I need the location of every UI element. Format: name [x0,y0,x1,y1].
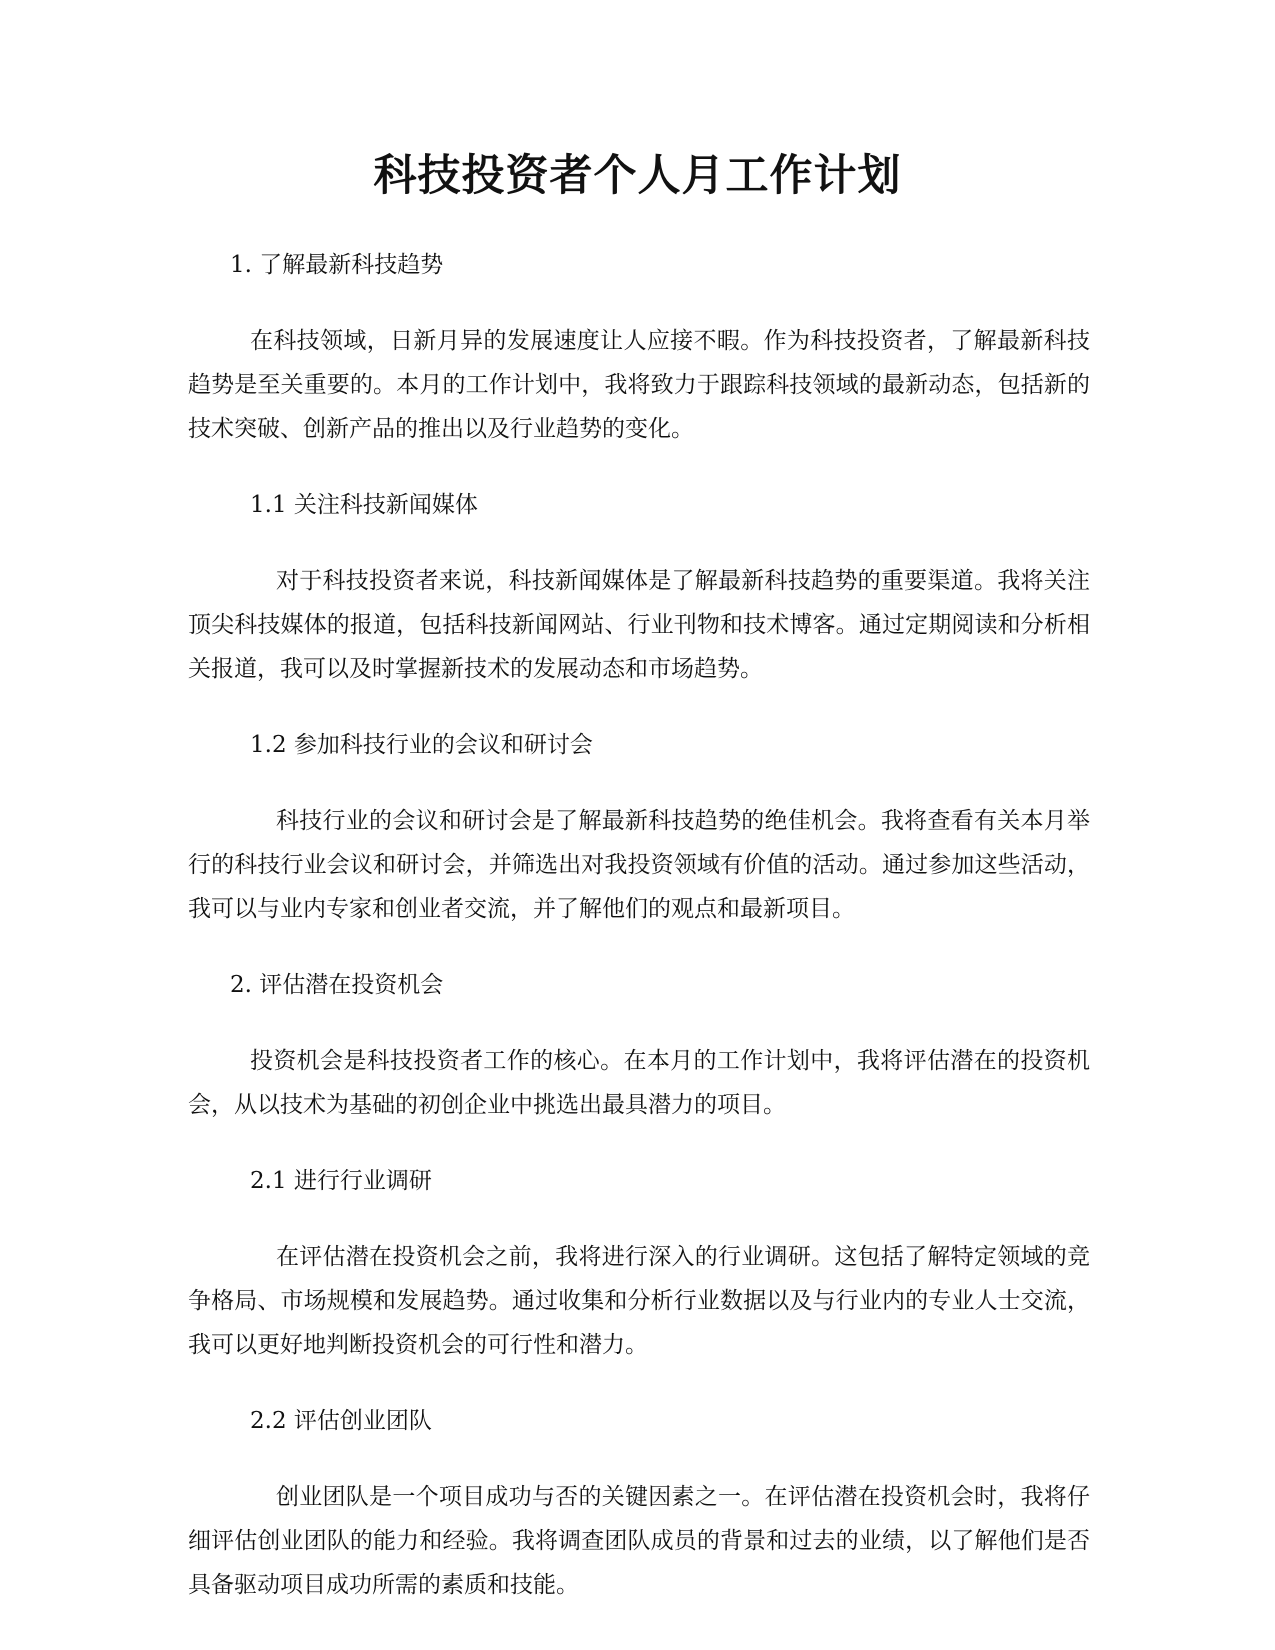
document-body [188,243,1090,1639]
subsection-paragraph: 对于科技投资者来说，科技新闻媒体是了解最新科技趋势的重要渠道。我将关注顶尖科技媒体的报道，包括科技新闻网站、行业刊物和技术博客。通过定期阅读和分析相关报道，我可以及时掌握新技术的发展动态和市场趋势。 [188,568,1090,682]
section-paragraph: 投资机会是科技投资者工作的核心。在本月的工作计划中，我将评估潜在的投资机会，从以技术为基础的初创企业中挑选出最具潜力的项目。 [188,1048,1090,1118]
subsection-heading: 1.2 参加科技行业的会议和研讨会 [250,732,593,758]
subsection-paragraph: 在评估潜在投资机会之前，我将进行深入的行业调研。这包括了解特定领域的竞争格局、市场规模和发展趋势。通过收集和分析行业数据以及与行业内的专业人士交流，我可以更好地判断投资机会的可行性和潜力。 [188,1244,1090,1358]
section-heading: 2. 评估潜在投资机会 [230,972,444,998]
subsection-paragraph: 科技行业的会议和研讨会是了解最新科技趋势的绝佳机会。我将查看有关本月举行的科技行业会议和研讨会，并筛选出对我投资领域有价值的活动。通过参加这些活动，我可以与业内专家和创业者交流，并了解他们的观点和最新项目。 [188,808,1090,922]
section-heading: 1. 了解最新科技趋势 [230,252,444,278]
subsection-paragraph: 创业团队是一个项目成功与否的关键因素之一。在评估潜在投资机会时，我将仔细评估创业团队的能力和经验。我将调查团队成员的背景和过去的业绩，以了解他们是否具备驱动项目成功所需的素质和技能。 [188,1484,1090,1598]
document-title: 科技投资者个人月工作计划 [373,151,902,201]
subsection-heading: 1.1 关注科技新闻媒体 [250,492,478,518]
subsection-heading: 2.1 进行行业调研 [250,1168,432,1194]
subsection-heading: 2.2 评估创业团队 [250,1408,432,1434]
section-paragraph: 在科技领域，日新月异的发展速度让人应接不暇。作为科技投资者，了解最新科技趋势是至关重要的。本月的工作计划中，我将致力于跟踪科技领域的最新动态，包括新的技术突破、创新产品的推出以及行业趋势的变化。 [188,328,1090,442]
